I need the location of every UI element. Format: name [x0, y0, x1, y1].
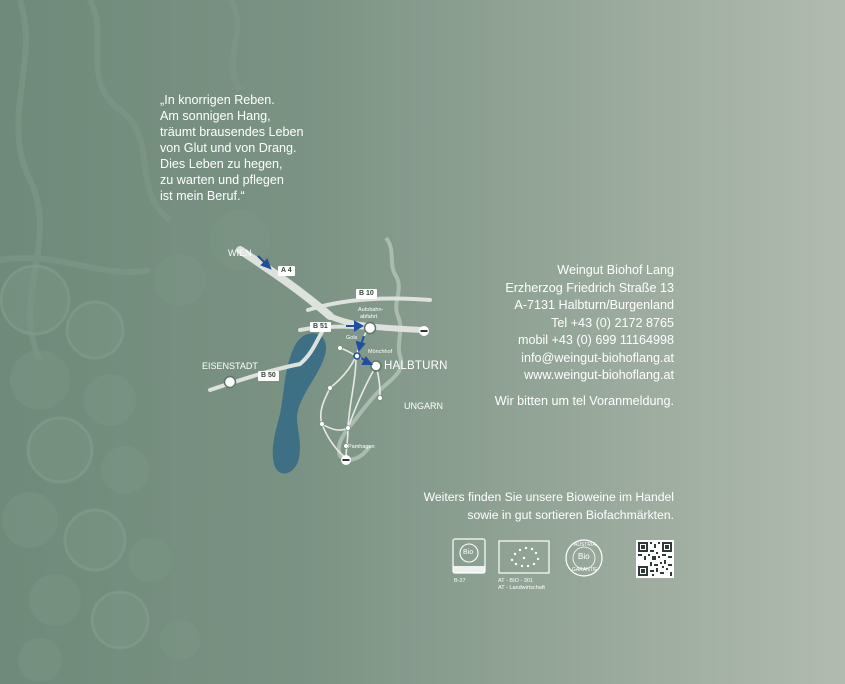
autobahn-exit-marker	[365, 323, 376, 334]
junction-dot	[346, 426, 351, 431]
retail-line-2: sowie in gut sortieren Biofachmärkten.	[467, 507, 674, 522]
phone-number[interactable]: Tel +43 (0) 2172 8765	[551, 315, 674, 330]
road-badge-b50: B 50	[258, 371, 279, 381]
austria-top-text: AUSTRIA	[574, 542, 596, 548]
label-pamhagen: Pamhagen	[348, 444, 375, 450]
road-local	[330, 356, 356, 388]
bio-code: B-27	[454, 578, 466, 584]
austria-center-text: Bio	[578, 552, 590, 561]
qr-code[interactable]	[636, 540, 674, 578]
bio-logo-text: Bio	[463, 549, 474, 556]
border-crossing-icon	[341, 455, 351, 465]
town-halbturn	[371, 361, 381, 371]
road-badge-a4: A 4	[278, 266, 295, 276]
address-street: Erzherzog Friedrich Straße 13	[505, 280, 674, 295]
bio-leaf-icon	[452, 538, 486, 574]
certification-logos	[452, 538, 682, 598]
poem-line: träumt brausendes Leben	[160, 125, 304, 139]
road-badge-b10: B 10	[356, 289, 377, 299]
road-local	[321, 388, 330, 424]
mobile-number[interactable]: mobil +43 (0) 699 11164998	[517, 333, 674, 347]
winery-name: Weingut Biohof Lang	[557, 263, 674, 277]
spacer	[414, 385, 674, 393]
appointment-note: Wir bitten um tel Voranmeldung.	[494, 393, 674, 408]
road-badge-b51: B 51	[310, 322, 331, 332]
label-wien: WIEN	[228, 248, 252, 258]
arrow-head-icon	[357, 342, 364, 350]
label-halbturn: HALBTURN	[384, 360, 448, 372]
poem-line: Dies Leben zu hegen,	[160, 157, 283, 171]
lake-neusiedl	[273, 333, 326, 473]
eu-code-line2: AT - Landwirtschaft	[498, 585, 545, 591]
bio-logo	[452, 538, 486, 584]
label-autobahn-1: Autobahn-	[358, 307, 384, 313]
retail-line-1: Weiters finden Sie unsere Bioweine im Handel	[423, 490, 674, 504]
label-ungarn: UNGARN	[404, 401, 444, 411]
poem-line: ist mein Beruf.“	[160, 189, 245, 203]
poem-line: von Glut und von Drang.	[160, 141, 297, 155]
poem-line: zu warten und pflegen	[160, 173, 284, 187]
eu-leaf-icon	[498, 540, 550, 574]
label-gols: Gols	[346, 335, 358, 341]
moenchhof-marker	[354, 353, 360, 359]
junction-dot	[320, 422, 325, 427]
label-moenchhof: Mönchhof	[368, 349, 393, 355]
poem-line: „In knorrigen Reben.	[160, 93, 275, 107]
junction-dot	[328, 386, 333, 391]
retail-note	[354, 489, 674, 524]
poem-line: Am sonnigen Hang,	[160, 109, 271, 123]
town-eisenstadt	[225, 377, 236, 388]
email-link[interactable]: info@weingut-biohoflang.at	[521, 350, 674, 365]
label-autobahn-2: abfahrt	[360, 314, 378, 320]
austria-bio-garantie-logo	[564, 538, 604, 578]
poem-text	[160, 92, 390, 204]
label-eisenstadt: EISENSTADT	[202, 361, 258, 371]
eu-organic-logo	[498, 540, 550, 591]
eu-code-line1: AT - BIO - 301	[498, 578, 533, 584]
qr-code-icon	[636, 540, 674, 578]
junction-dot	[378, 396, 383, 401]
road-local	[322, 424, 348, 430]
website-link[interactable]: www.weingut-biohoflang.at	[524, 368, 674, 382]
austria-bottom-text: GARANTIE	[572, 567, 598, 573]
address-city: A-7131 Halbturn/Burgenland	[514, 298, 674, 312]
junction-dot	[338, 346, 343, 351]
contact-block	[414, 262, 674, 410]
